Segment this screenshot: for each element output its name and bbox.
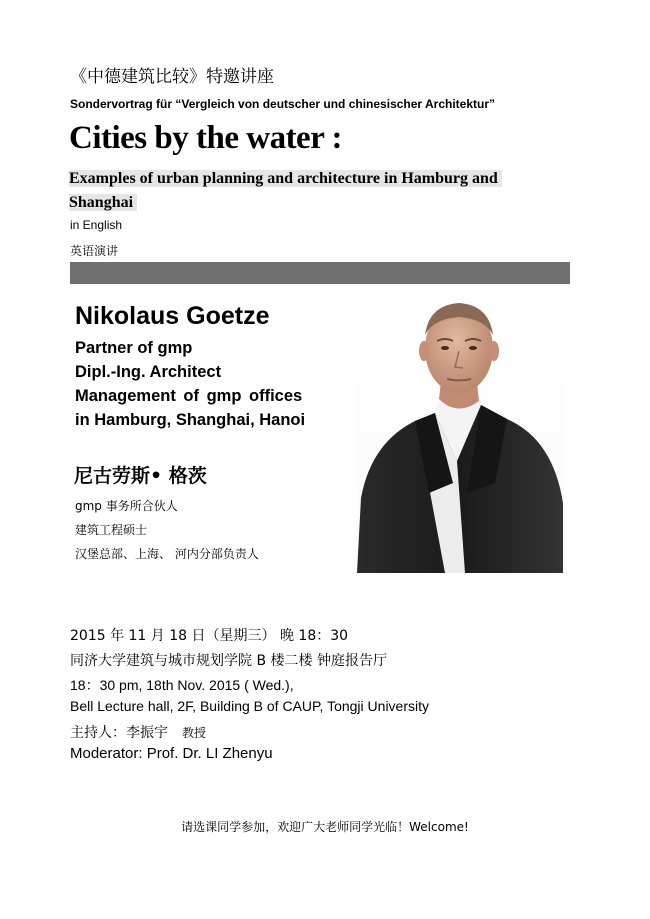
moderator-cn-name: 主持人：李振宇 <box>70 725 168 741</box>
german-subtitle: Sondervortrag für “Vergleich von deutscher und chinesischer Architektur” <box>70 97 495 111</box>
speaker-role: Management of gmp offices <box>75 387 303 405</box>
welcome-footer: 请选课同学参加，欢迎广大老师同学光临！Welcome! <box>181 820 469 834</box>
speaker-name: Nikolaus Goetze <box>75 302 270 330</box>
lecture-series-title: 《中德建筑比较》特邀讲座 <box>70 67 274 87</box>
language-note-en: in English <box>70 218 123 232</box>
speaker-role-cn: gmp 事务所合伙人 <box>75 499 178 513</box>
lecture-title: Cities by the water : <box>69 120 342 156</box>
moderator-en: Moderator: Prof. Dr. LI Zhenyu <box>70 745 273 762</box>
event-date-en: 18：30 pm, 18th Nov. 2015 ( Wed.), <box>70 677 294 693</box>
speaker-role: Partner of gmp <box>75 339 193 357</box>
moderator-cn-title: 教授 <box>182 726 207 740</box>
language-note-cn: 英语演讲 <box>70 244 119 258</box>
speaker-role: Dipl.-Ing. Architect <box>75 363 222 381</box>
event-venue-en: Bell Lecture hall, 2F, Building B of CAUP, Tongji University <box>70 698 429 714</box>
section-divider-bar <box>70 262 570 284</box>
speaker-role-cn: 汉堡总部、上海、 河内分部负责人 <box>75 547 259 561</box>
lecture-subtitle <box>69 167 569 215</box>
speaker-name-cn: 尼古劳斯• 格茨 <box>74 465 207 487</box>
speaker-role-cn: 建筑工程硕士 <box>75 523 148 537</box>
event-date-cn: 2015 年 11 月 18 日（星期三） 晚 18：30 <box>70 628 349 644</box>
moderator-cn <box>70 722 206 742</box>
lecture-subtitle-text: Examples of urban planning and architecture in Hamburg and Shanghai <box>69 170 502 211</box>
speaker-role: in Hamburg, Shanghai, Hanoi <box>75 411 306 429</box>
event-venue-cn: 同济大学建筑与城市规划学院 B 楼二楼 钟庭报告厅 <box>70 653 387 669</box>
speaker-portrait-photo <box>357 293 563 573</box>
